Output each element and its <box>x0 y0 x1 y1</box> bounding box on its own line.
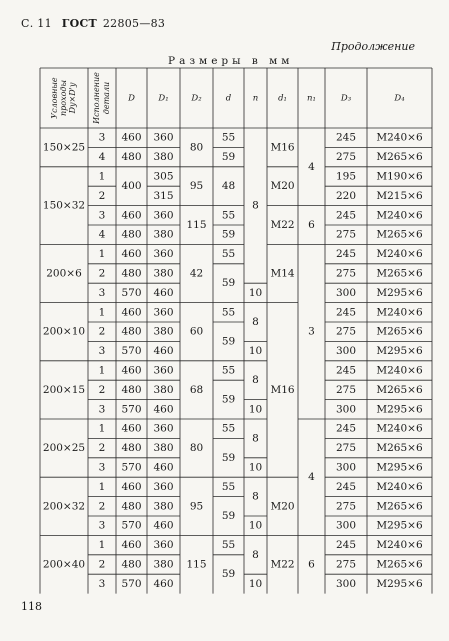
cell-D: 570 <box>121 345 142 358</box>
cell-variant: 1 <box>98 480 106 493</box>
cell-variant: 2 <box>98 500 106 513</box>
cell-variant: 2 <box>98 558 106 571</box>
cell-D4: M265×6 <box>376 151 423 164</box>
cell-D1: 460 <box>153 577 174 590</box>
cell-D1: 305 <box>153 170 174 183</box>
cell-D3: 300 <box>335 345 357 358</box>
cell-D4: M265×6 <box>376 442 423 455</box>
cell-d-merged: 59 <box>221 277 236 290</box>
cell-D4: M295×6 <box>376 461 423 474</box>
cell-D3: 300 <box>335 461 357 474</box>
cell-D: 460 <box>121 248 142 261</box>
cell-variant: 3 <box>98 461 106 474</box>
cell-d: 55 <box>221 248 236 261</box>
cell-D3: 275 <box>335 228 357 241</box>
cell-D4: M265×6 <box>376 500 423 513</box>
cell-dn: 200×40 <box>42 558 86 571</box>
cell-variant: 1 <box>98 248 106 261</box>
cell-D4: M240×6 <box>376 209 423 222</box>
cell-D3: 245 <box>335 422 357 435</box>
cell-D: 570 <box>121 577 142 590</box>
cell-n: 8 <box>252 316 259 328</box>
cell-dn: 200×6 <box>46 267 82 280</box>
cell-D: 460 <box>121 306 142 319</box>
cell-variant: 1 <box>98 306 106 319</box>
cell-D3: 275 <box>335 383 357 396</box>
cell-d: 55 <box>221 364 236 377</box>
cell-variant: 3 <box>98 519 106 532</box>
cell-n: 8 <box>252 490 259 503</box>
cell-D1: 360 <box>153 364 174 377</box>
cell-D3: 245 <box>335 131 357 144</box>
cell-D3: 275 <box>335 500 357 513</box>
cell-D3: 275 <box>335 442 357 455</box>
cell-D4: M240×6 <box>376 131 423 144</box>
cell-variant: 2 <box>98 442 106 455</box>
cell-D4: M295×6 <box>376 286 423 299</box>
cell-d: 59 <box>221 228 236 241</box>
cell-d1: M14 <box>270 267 295 280</box>
continuation-label: Продолжение <box>331 40 415 53</box>
cell-variant: 3 <box>98 209 106 222</box>
cell-D: 480 <box>121 442 142 455</box>
cell-D3: 275 <box>335 325 357 338</box>
header-D4: D₄ <box>394 93 405 104</box>
cell-D3: 245 <box>335 364 357 377</box>
cell-D3: 245 <box>335 306 357 319</box>
cell-D3: 275 <box>335 151 357 164</box>
cell-D3: 300 <box>335 403 357 416</box>
cell-variant: 1 <box>98 170 106 183</box>
cell-d: 55 <box>221 422 236 435</box>
cell-D1: 360 <box>153 131 174 144</box>
cell-D4: M240×6 <box>376 248 423 261</box>
cell-D4: M265×6 <box>376 383 423 396</box>
cell-n: 10 <box>248 403 263 416</box>
page-number: 118 <box>21 600 42 613</box>
cell-D: 480 <box>121 228 142 241</box>
cell-D3: 275 <box>335 558 357 571</box>
cell-d: 55 <box>221 306 236 319</box>
cell-D3: 300 <box>335 286 357 299</box>
cell-D1: 380 <box>153 267 174 280</box>
cell-D1: 315 <box>153 189 174 202</box>
cell-variant: 1 <box>98 422 106 435</box>
header-n1: n₁ <box>307 93 316 104</box>
cell-D1: 360 <box>153 209 174 222</box>
cell-D3: 245 <box>335 209 357 222</box>
cell-dn: 150×25 <box>42 141 86 154</box>
cell-variant: 3 <box>98 403 106 416</box>
cell-n: 10 <box>248 519 263 532</box>
cell-n: 10 <box>248 345 263 358</box>
cell-variant: 3 <box>98 577 106 590</box>
header-dn-line1: Условные <box>50 77 59 119</box>
cell-D1: 380 <box>153 383 174 396</box>
dimensions-caption: Размеры в мм <box>168 55 294 67</box>
cell-D4: M295×6 <box>376 403 423 416</box>
cell-n: 10 <box>248 461 263 474</box>
cell-D3: 300 <box>335 519 357 532</box>
cell-variant: 4 <box>98 228 106 241</box>
cell-D1: 460 <box>153 403 174 416</box>
cell-D2: 115 <box>186 219 207 231</box>
cell-D3: 245 <box>335 480 357 493</box>
cell-D: 460 <box>121 209 142 222</box>
cell-D1: 380 <box>153 228 174 241</box>
cell-d1: M20 <box>270 500 295 513</box>
cell-D1: 380 <box>153 442 174 455</box>
cell-d: 59 <box>221 151 236 164</box>
cell-D1: 460 <box>153 345 174 358</box>
cell-variant: 2 <box>98 325 106 338</box>
cell-D2: 115 <box>186 558 207 571</box>
cell-dn: 200×32 <box>42 500 86 513</box>
cell-D3: 275 <box>335 267 357 280</box>
cell-n: 8 <box>252 548 259 561</box>
cell-d-merged: 48 <box>221 180 236 193</box>
cell-D: 460 <box>121 539 142 552</box>
cell-D: 480 <box>121 267 142 280</box>
header-variant-line2: детали <box>102 81 111 115</box>
cell-D: 570 <box>121 461 142 474</box>
cell-n1: 3 <box>308 325 315 338</box>
cell-D2: 95 <box>189 180 204 193</box>
cell-D1: 460 <box>153 461 174 474</box>
cell-D4: M265×6 <box>376 558 423 571</box>
cell-D1: 380 <box>153 325 174 338</box>
cell-D4: M295×6 <box>376 577 423 590</box>
cell-D: 480 <box>121 325 142 338</box>
cell-dn: 150×32 <box>42 199 86 212</box>
cell-D4: M265×6 <box>376 325 423 338</box>
cell-D4: M190×6 <box>376 170 423 183</box>
cell-D: 460 <box>121 131 142 144</box>
cell-n: 8 <box>252 432 259 445</box>
cell-D1: 380 <box>153 558 174 571</box>
cell-D2: 95 <box>189 500 204 513</box>
cell-D4: M295×6 <box>376 345 423 358</box>
cell-d: 55 <box>221 131 236 144</box>
cell-n1: 4 <box>308 160 315 173</box>
header-D1: D₁ <box>158 93 169 104</box>
cell-D2: 42 <box>189 267 204 280</box>
header-d: d <box>225 93 232 104</box>
cell-D3: 220 <box>335 189 357 202</box>
cell-D1: 360 <box>153 480 174 493</box>
cell-D2: 80 <box>189 442 204 455</box>
cell-D1: 360 <box>153 422 174 435</box>
cell-variant: 1 <box>98 364 106 377</box>
cell-dn: 200×15 <box>42 383 86 396</box>
cell-D: 460 <box>121 422 142 435</box>
cell-d-merged: 59 <box>221 393 236 406</box>
cell-dn: 200×25 <box>42 442 86 455</box>
cell-D3: 195 <box>335 170 357 183</box>
cell-D: 460 <box>121 480 142 493</box>
cell-D4: M215×6 <box>376 189 423 202</box>
cell-D: 570 <box>121 403 142 416</box>
cell-D4: M240×6 <box>376 480 423 493</box>
cell-n: 8 <box>252 199 259 212</box>
cell-variant: 3 <box>98 345 106 358</box>
cell-D: 480 <box>121 500 142 513</box>
cell-variant: 2 <box>98 267 106 280</box>
cell-D1: 460 <box>153 286 174 299</box>
cell-D4: M240×6 <box>376 539 423 552</box>
cell-D1: 360 <box>153 306 174 319</box>
header-dn-line3: Dy×D'y <box>68 82 77 114</box>
cell-variant: 4 <box>98 151 106 164</box>
cell-d: 55 <box>221 539 236 552</box>
cell-D: 480 <box>121 383 142 396</box>
cell-d1: M22 <box>270 219 295 231</box>
cell-D4: M240×6 <box>376 422 423 435</box>
header-d1: d₁ <box>278 93 287 104</box>
cell-D3: 245 <box>335 248 357 261</box>
cell-d-merged: 59 <box>221 568 236 581</box>
cell-D1: 360 <box>153 539 174 552</box>
header-n: n <box>252 93 259 104</box>
cell-n1: 6 <box>308 219 315 231</box>
cell-n1: 4 <box>308 471 315 484</box>
cell-D: 570 <box>121 286 142 299</box>
cell-dn: 200×10 <box>42 325 86 338</box>
cell-D3: 300 <box>335 577 357 590</box>
cell-D: 460 <box>121 364 142 377</box>
page-label: С. 11 <box>21 17 52 30</box>
cell-variant: 1 <box>98 539 106 552</box>
cell-D2: 80 <box>189 141 204 154</box>
cell-d-merged: 59 <box>221 451 236 464</box>
cell-D-merged: 400 <box>121 180 142 193</box>
header-variant-line1: Исполнение <box>92 72 101 124</box>
header-D3: D₃ <box>340 93 352 104</box>
cell-D3: 245 <box>335 539 357 552</box>
cell-n1: 6 <box>308 558 315 571</box>
header-D2: D₂ <box>191 93 202 104</box>
cell-d1: M20 <box>270 180 295 193</box>
cell-D1: 380 <box>153 500 174 513</box>
cell-d-merged: 59 <box>221 510 236 522</box>
cell-n: 10 <box>248 286 263 299</box>
cell-D4: M295×6 <box>376 519 423 532</box>
cell-D: 480 <box>121 151 142 164</box>
cell-D1: 380 <box>153 151 174 164</box>
header-D: D <box>128 93 135 104</box>
cell-D2: 60 <box>189 325 204 338</box>
cell-d1: M16 <box>270 383 295 396</box>
cell-D: 480 <box>121 558 142 571</box>
cell-variant: 2 <box>98 383 106 396</box>
cell-D2: 68 <box>189 383 204 396</box>
cell-D4: M265×6 <box>376 228 423 241</box>
cell-D4: M240×6 <box>376 306 423 319</box>
header-dn-line2: проходы <box>59 79 68 117</box>
cell-variant: 2 <box>98 189 106 202</box>
standard-number: 22805—83 <box>102 17 166 30</box>
cell-variant: 3 <box>98 131 106 144</box>
cell-D1: 460 <box>153 519 174 532</box>
cell-d: 55 <box>221 209 236 222</box>
cell-n: 8 <box>252 374 259 387</box>
cell-d1: M22 <box>270 558 295 571</box>
cell-variant: 3 <box>98 286 106 299</box>
cell-D4: M240×6 <box>376 364 423 377</box>
cell-n: 10 <box>248 577 263 590</box>
cell-D: 570 <box>121 519 142 532</box>
cell-d: 55 <box>221 480 236 493</box>
cell-D4: M265×6 <box>376 267 423 280</box>
cell-d-merged: 59 <box>221 335 236 348</box>
cell-D1: 360 <box>153 248 174 261</box>
cell-d1: M16 <box>270 141 295 154</box>
standard-label: ГОСТ <box>61 17 98 30</box>
